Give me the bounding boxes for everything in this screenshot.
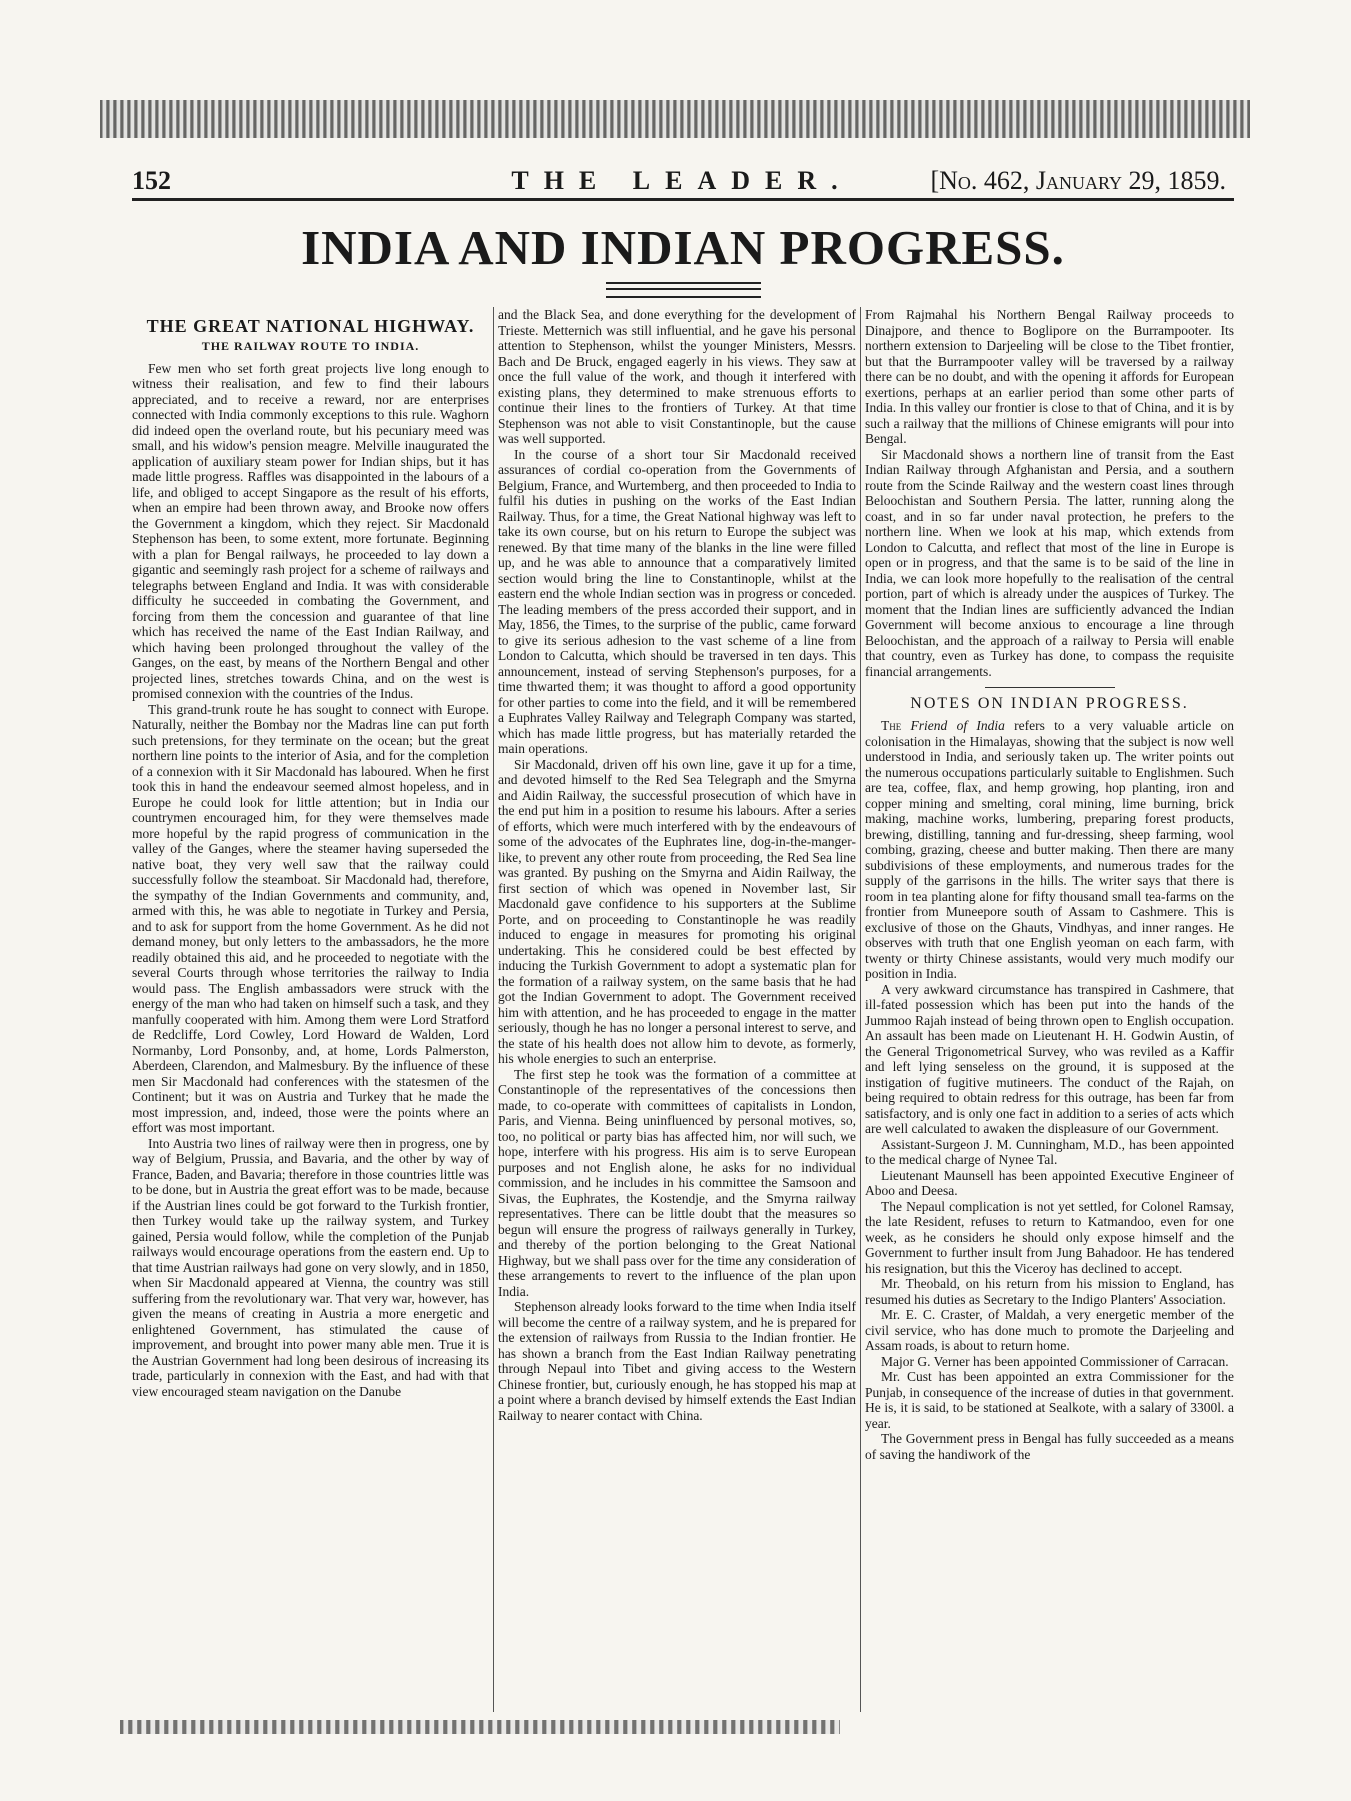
notes-paragraph: A very awkward circumstance has transpired in Cashmere, that ill-fated possession which has been put into the hands of the Jummoo Rajah instead of being thrown open to English occupation. An assault has been made on Lieutenant H. H. Godwin Austin, of the General Trigonometrical Survey, who was reviled as a Kaffir and left lying senseless on the ground, it is supposed at the instigation of fugitive mutineers. The conduct of the Rajah, on being required to obtain redress for this outrage, has been far from satisfactory, and is only one fact in addition to a series of acts which are well calculated to awaken the displeasure of our Government. <box>865 981 1234 1136</box>
article-paragraph: From Rajmahal his Northern Bengal Railway proceeds to Dinajpore, and thence to Boglipore on the Burrampooter. Its northern extension to Darjeeling will be close to the Tibet frontier, but that the Burrampooter valley will be traversed by a railway there can be no doubt, and with the opening it affords for European exertions, perhaps at an earlier period than some other parts of India. In this valley our frontier is close to that of China, and it is by such a railway that the millions of Chinese emigrants will pour into Bengal. <box>865 307 1234 446</box>
column-1 <box>132 307 489 1712</box>
notes-paragraph <box>865 718 1234 982</box>
article-subheading: THE RAILWAY ROUTE TO INDIA. <box>201 339 420 353</box>
notes-lead-word: The <box>881 718 902 733</box>
article-paragraph: Sir Macdonald, driven off his own line, gave it up for a time, and devoted himself to the Red Sea Telegraph and the Smyrna and Aidin Railway, the successful prosecution of which have in the end put him in a position to resume his labours. After a series of efforts, which were much interfered with by the endeavours of some of the advocates of the Euphrates line, dog-in-the-manger-like, to prevent any other route from proceeding, the Red Sea line was granted. By pushing on the Smyrna and Aidin Railway, the first section of which was opened in November last, Sir Macdonald gave confidence to his supporters at the Sublime Porte, and on proceeding to Constantinople he was readily induced to engage in measures for promoting his original undertaking. This he considered could be best effected by inducing the Turkish Government to adopt a systematic plan for the formation of a railway system, on the same basis that he had got the Indian Government to adopt. The Government received him with attention, and he has proceeded to engage in the matter seriously, though he has no longer a personal interest to serve, and the state of his health does not allow him to devote, as formerly, his whole energies to such an enterprise. <box>498 756 856 1066</box>
decorative-rule <box>606 282 761 298</box>
section-rule <box>985 687 1115 688</box>
page-number: 152 <box>132 166 171 195</box>
notes-lead-text: refers to a very valuable article on colonisation in the Himalayas, showing that the subject is now well understood in India, and seriously taken up. The writer points out the numerous occupations particularly suitable to Englishmen. Such are tea, coffee, flax, and hemp growing, hop planting, iron and copper mining and smelting, coral mining, lime burning, brick making, machine works, lumbering, preparing forest products, brewing, distilling, tanning and fur-dressing, sheep farming, wool combing, grazing, cheese and butter making. Then there are many subdivisions of these employments, and numerous trades for the supply of the garrisons in the hills. The writer says that there is room in tea planting alone for fifty thousand small tea-farms on the frontier from Muneepore south of Assam to Cashmere. This is exclusive of those on the Ghauts, Vindhyas, and inner ranges. He observes with truth that one English yeoman on each farm, with twenty or thirty Chinese assistants, would very much modify our position in India. <box>865 718 1234 981</box>
column-divider <box>860 307 861 1712</box>
notes-paragraph: Assistant-Surgeon J. M. Cunningham, M.D., has been appointed to the medical charge of Nynee Tal. <box>865 1136 1234 1167</box>
masthead: THE LEADER. <box>511 166 853 195</box>
scan-artifact-bottom <box>120 1720 840 1734</box>
article-paragraph: and the Black Sea, and done everything for the development of Trieste. Metternich was still influential, and he gave his personal attention to Stephenson, whilst the younger Ministers, Messrs. Bach and De Bruck, engaged eagerly in his views. They saw at once the full value of the work, and though it interfered with existing plans, they determined to make strenuous efforts to continue their lines to the frontiers of Turkey. At that time Stephenson was not able to visit Constantinople, but the cause was well supported. <box>498 307 856 446</box>
header-rule <box>132 198 1234 201</box>
running-head <box>132 166 1234 198</box>
column-2 <box>498 307 856 1712</box>
page-title: INDIA AND INDIAN PROGRESS. <box>301 220 1065 275</box>
notes-paragraph: Major G. Verner has been appointed Commissioner of Carracan. <box>881 1353 1229 1369</box>
notes-lead-title: Friend of India <box>910 718 1005 733</box>
article-heading: THE GREAT NATIONAL HIGHWAY. <box>146 316 475 336</box>
notes-paragraph: The Government press in Bengal has fully succeeded as a means of saving the handiwork of the <box>865 1431 1234 1462</box>
article-paragraph: Few men who set forth great projects live long enough to witness their realisation, and few to find their labours appreciated, and to receive a reward, nor are enterprises connected with India commonly exceptions to this rule. Waghorn did indeed open the overland route, but his pecuniary meed was small, and his widow's pension meagre. Melville inaugurated the application of auxiliary steam power for Indian ships, but it has made little progress. Raffles was disappointed in the labours of a life, and obliged to accept Singapore as the result of his efforts, when an empire had been thrown away, and Brooke now offers the Government a kingdom, which they reject. Sir Macdonald Stephenson has been, to some extent, more fortunate. Beginning with a plan for Bengal railways, he proceeded to lay down a gigantic and seemingly rash project for a scheme of railways and telegraphs between England and India. It was with considerable difficulty he succeeded in combating the Government, and forcing from them the concession and guarantee of that line which has received the name of the East Indian Railway, and which having been prolonged throughout the valley of the Ganges, on the east, by means of the Northern Bengal and other projected lines, stretches towards China, and on the west is promised connexion with the countries of the Indus. <box>132 360 489 701</box>
notes-paragraph: Lieutenant Maunsell has been appointed Executive Engineer of Aboo and Deesa. <box>865 1167 1234 1198</box>
notes-paragraph: Mr. Theobald, on his return from his mission to England, has resumed his duties as Secretary to the Indigo Planters' Association. <box>865 1276 1234 1307</box>
notes-paragraph: Mr. E. C. Craster, of Maldah, a very energetic member of the civil service, who has done much to promote the Darjeeling and Assam roads, is about to return home. <box>865 1307 1234 1353</box>
issue-info: [No. 462, January 29, 1859. <box>930 166 1226 195</box>
column-divider <box>493 307 494 1712</box>
article-paragraph: This grand-trunk route he has sought to connect with Europe. Naturally, neither the Bombay nor the Madras line can put forth such pretensions, for they terminate on the ocean; but the great northern line points to the interior of Asia, and for the completion of a connexion with it Sir Macdonald has laboured. When he first took this in hand the endeavour seemed almost hopeless, and in Europe he could look for little attention; but in India our countrymen encouraged him, for they were themselves made more hopeful by the rapid progress of communication in the valley of the Ganges, where the steamer having superseded the native boat, they very well saw that the railway could successfully follow the steamboat. Sir Macdonald had, therefore, the sympathy of the Indian Governments and community, and, armed with this, he was able to negotiate in Turkey and Persia, and to ask for support from the home Government. As he did not demand money, but only letters to the ambassadors, he the more readily obtained this aid, and he proceeded to negotiate with the several Courts through whose territories the railway to India would pass. The English ambassadors were struck with the energy of the man who had taken on himself such a task, and they manfully cooperated with him. Among them were Lord Stratford de Redcliffe, Lord Cowley, Lord Howard de Walden, Lord Normanby, Lord Ponsonby, and, at home, Lords Palmerston, Aberdeen, Clarendon, and Malmesbury. By the influence of these men Sir Macdonald had conferences with the statesmen of the Continent; but it was on Austria and Turkey that he made the most impression, and, indeed, those were the points where an effort was most important. <box>132 701 489 1135</box>
article-paragraph: Into Austria two lines of railway were then in progress, one by way of Belgium, Prussia, and Bavaria, and the other by way of France, Baden, and Bavaria; therefore in those countries little was to be done, but in Austria the great effort was to be made, because if the Austrian lines could be got forward to the Turkish frontier, then Turkey would take up the railway system, and Turkey gained, Persia would follow, while the completion of the Punjab railways would encourage operations from the eastern end. Up to that time Austrian railways had gone on very slowly, and in 1850, when Sir Macdonald appeared at Vienna, the country was still suffering from the revolutionary war. That very war, however, has given the means of creating in Austria a more energetic and enlightened Government, has stimulated the cause of improvement, and brought into power many able men. True it is the Austrian Government had long been desirous of increasing its trade, particularly in connexion with the East, and had with that view encouraged steam navigation on the Danube <box>132 1135 489 1399</box>
notes-heading: NOTES ON INDIAN PROGRESS. <box>910 695 1189 712</box>
article-paragraph: In the course of a short tour Sir Macdonald received assurances of cordial co-operation from the Governments of Belgium, France, and Wurtemberg, and then proceeded to India to fulfil his duties in pushing on the works of the East Indian Railway. Thus, for a time, the Great National highway was left to take its own course, but on his return to Europe the subject was renewed. By that time many of the blanks in the line were filled up, and he was able to announce that a comparatively limited section would bring the line to Constantinople, whilst at the eastern end the whole Indian section was in progress or conceded. The leading members of the press accorded their support, and in May, 1856, the Times, to the surprise of the public, came forward to give its serious adhesion to the vast scheme of a line from London to Calcutta, which should be traversed in ten days. This announcement, instead of serving Stephenson's purposes, for a time thwarted them; it was thought to afford a good opportunity for other parties to come into the field, and it will be remembered a Euphrates Valley Railway and Telegraph Company was started, which has made little progress, but has materially retarded the main operations. <box>498 446 856 756</box>
notes-paragraph: The Nepaul complication is not yet settled, for Colonel Ramsay, the late Resident, refuses to return to Katmandoo, even for one week, as he considers he should only expose himself and the Government to further insult from Jung Bahadoor. He has tendered his resignation, but this the Viceroy has declined to accept. <box>865 1198 1234 1276</box>
scan-artifact-top <box>100 100 1250 138</box>
article-paragraph: Stephenson already looks forward to the time when India itself will become the centre of a railway system, and he is prepared for the extension of railways from Russia to the Indian frontier. He has shown a branch from the East Indian Railway penetrating through Nepaul into Tibet and giving access to the Western Chinese frontier, but, curiously enough, he has stopped his map at a point where a branch devised by himself extends the East Indian Railway to nearer contact with China. <box>498 1299 856 1423</box>
notes-paragraph: Mr. Cust has been appointed an extra Commissioner for the Punjab, in consequence of the increase of duties in that government. He is, it is said, to be stationed at Sealkote, with a salary of 3300l. a year. <box>865 1369 1234 1431</box>
article-paragraph: Sir Macdonald shows a northern line of transit from the East Indian Railway through Afghanistan and Persia, and a southern route from the Scinde Railway and the western coast lines through Beloochistan and Southern Persia. The latter, running along the coast, and in so far under naval protection, he prefers to the northern line. When we look at his map, which extends from London to Calcutta, and reflect that most of the line in Europe is open or in progress, and that the same is to be said of the line in India, we can look more hopefully to the realisation of the central portion, part of which is already under the auspices of Turkey. The moment that the Indian lines are sufficiently advanced the Indian Government will become anxious to encourage a line through Beloochistan, and the approach of a railway to Persia will enable that country, even as Turkey has done, to compass the requisite financial arrangements. <box>865 446 1234 679</box>
column-3 <box>865 307 1234 1712</box>
article-paragraph: The first step he took was the formation of a committee at Constantinople of the representatives of the concessions then made, to co-operate with committees of capitalists in London, Paris, and Vienna. Being uninfluenced by personal motives, so, too, no political or party bias has affected him, nor will such, we hope, interfere with his progress. His aim is to serve European purposes and not English alone, he asks for no individual commission, and he includes in his committee the Samsoon and Sivas, the Euphrates, the Kostendje, and the Smyrna railway representatives. There can be little doubt that the measures so begun will ensure the progress of railways generally in Turkey, and thereby of the portion belonging to the Great National Highway, but we shall pass over for the time any consideration of these arrangements to revert to the influence of the plan upon India. <box>498 1066 856 1299</box>
